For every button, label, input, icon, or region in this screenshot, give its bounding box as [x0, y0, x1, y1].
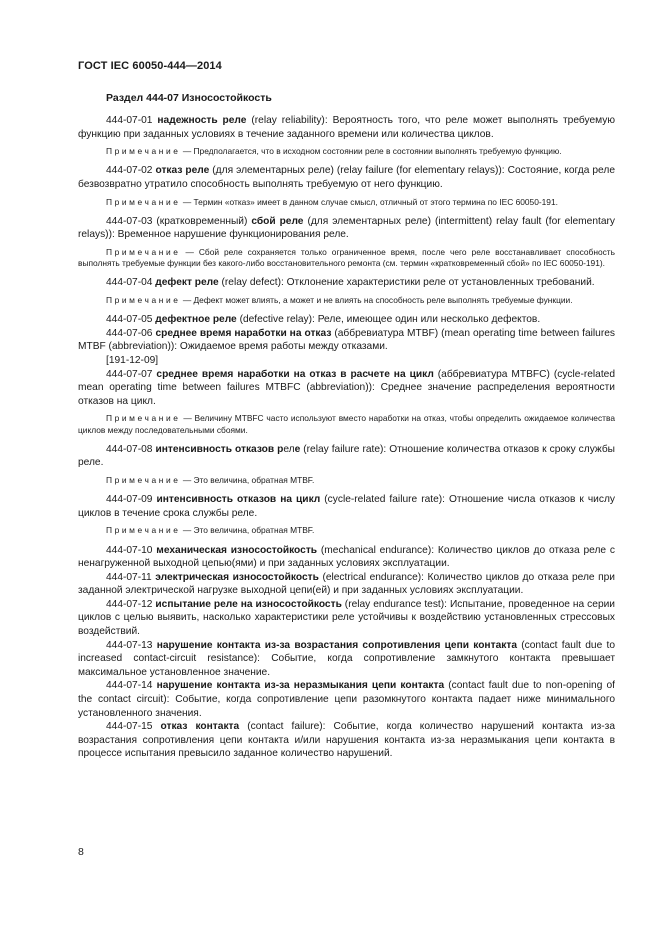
reference: [191-12-09]	[106, 354, 159, 366]
entry-444-07-01: 444-07-01 надежность реле (relay reliability): Вероятность того, что реле может выполнять требуемую функцию при заданных условиях в течение заданного времени или количества циклов.	[78, 115, 615, 140]
note: Примечание — Сбой реле сохраняется только ограниченное время, после чего реле восстанавливает способность выполнять требуемые функции без какого-либо восстановительного ремонта (см. термин «кратковременный сбой» по IEC 60050-191).	[78, 246, 616, 269]
entry-444-07-07: 444-07-07 среднее время наработки на отказ в расчете на цикл (аббревиатура MTBFC) (cycle-related mean operating time between failures MTBFC (abbreviation)): Среднее значение распределения вероятности отказов на цикл.	[78, 368, 615, 407]
entry-444-07-06: 444-07-06 среднее время наработки на отказ (аббревиатура MTBF) (mean operating time between failures MTBF (abbreviation)): Ожидаемое время работы между отказами.	[78, 327, 615, 353]
note: Примечание — Термин «отказ» имеет в данном случае смысл, отличный от этого термина по IEC 60050-191.	[106, 196, 558, 207]
document-header: ГОСТ IEC 60050-444—2014	[78, 60, 222, 72]
entry-444-07-15: 444-07-15 отказ контакта (contact failure): Событие, когда количество нарушений контакта из-за возрастания сопротивления цепи контакта и/или нарушения контакта из-за неразмыкания цепи контакта в процессе испытания превысило заданное количество нарушений.	[78, 721, 615, 760]
note: Примечание — Предполагается, что в исходном состоянии реле в состоянии выполнять требуемую функцию.	[106, 146, 562, 157]
entry-444-07-03: 444-07-03 (кратковременный) сбой реле (для элементарных реле) (intermittent) relay fault (for elementary relays)): Временное нарушение функционирования реле.	[78, 215, 615, 241]
note: Примечание — Это величина, обратная MTBF.	[106, 525, 315, 536]
entry-444-07-09: 444-07-09 интенсивность отказов на цикл (cycle-related failure rate): Отношение числа отказов к числу циклов в течение срока службы реле.	[78, 494, 615, 519]
entry-444-07-10: 444-07-10 механическая износостойкость (mechanical endurance): Количество циклов до отказа реле с ненагруженной выходной цепью(ями) и при заданных условиях эксплуатации.	[78, 544, 615, 570]
note: Примечание — Величину MTBFC часто используют вместо наработки на отказ, чтобы определить ожидаемое количества циклов между последовательными сбоями.	[78, 413, 616, 435]
note: Примечание — Это величина, обратная MTBF.	[106, 474, 315, 485]
note: Примечание — Дефект может влиять, а может и не влиять на способность реле выполнять требуемые функции.	[106, 294, 573, 305]
entry-444-07-02: 444-07-02 отказ реле (для элементарных реле) (relay failure (for elementary relays)): Состояние, когда реле безвозвратно утратило способность выполнять требуемую от него функцию.	[78, 165, 615, 190]
entry-444-07-04: 444-07-04 дефект реле (relay defect): Отклонение характеристики реле от установленных требований.	[106, 277, 595, 289]
entry-444-07-12: 444-07-12 испытание реле на износостойкость (relay endurance test): Испытание, проведенное на серии циклов с целью выявить, насколько характеристики реле устойчивы к воздействию установленных стрессовых воздействий.	[78, 598, 615, 638]
section-title: Раздел 444-07 Износостойкость	[106, 92, 272, 104]
document-body	[78, 92, 615, 761]
page-number: 8	[78, 846, 84, 858]
entry-444-07-05: 444-07-05 дефектное реле (defective relay): Реле, имеющее один или несколько дефектов.	[106, 314, 541, 326]
entry-444-07-08: 444-07-08 интенсивность отказов реле (relay failure rate): Отношение количества отказов к сроку службы реле.	[78, 443, 615, 469]
entry-444-07-13: 444-07-13 нарушение контакта из-за возрастания сопротивления цепи контакта (contact fault due to increased contact-circuit resistance): Событие, когда сопротивление замкнутого контакта превышает максимальное установленное значение.	[78, 639, 615, 678]
entry-444-07-11: 444-07-11 электрическая износостойкость (electrical endurance): Количество циклов до отказа реле при заданной электрической нагрузке выходной цепи(ей) и при заданных условиях эксплуатации.	[78, 571, 615, 597]
entry-444-07-14: 444-07-14 нарушение контакта из-за неразмыкания цепи контакта (contact fault due to non-opening of the contact circuit): Событие, когда сопротивление цепи разомкнутого контакта падает ниже минимального установленного значения.	[78, 680, 615, 719]
